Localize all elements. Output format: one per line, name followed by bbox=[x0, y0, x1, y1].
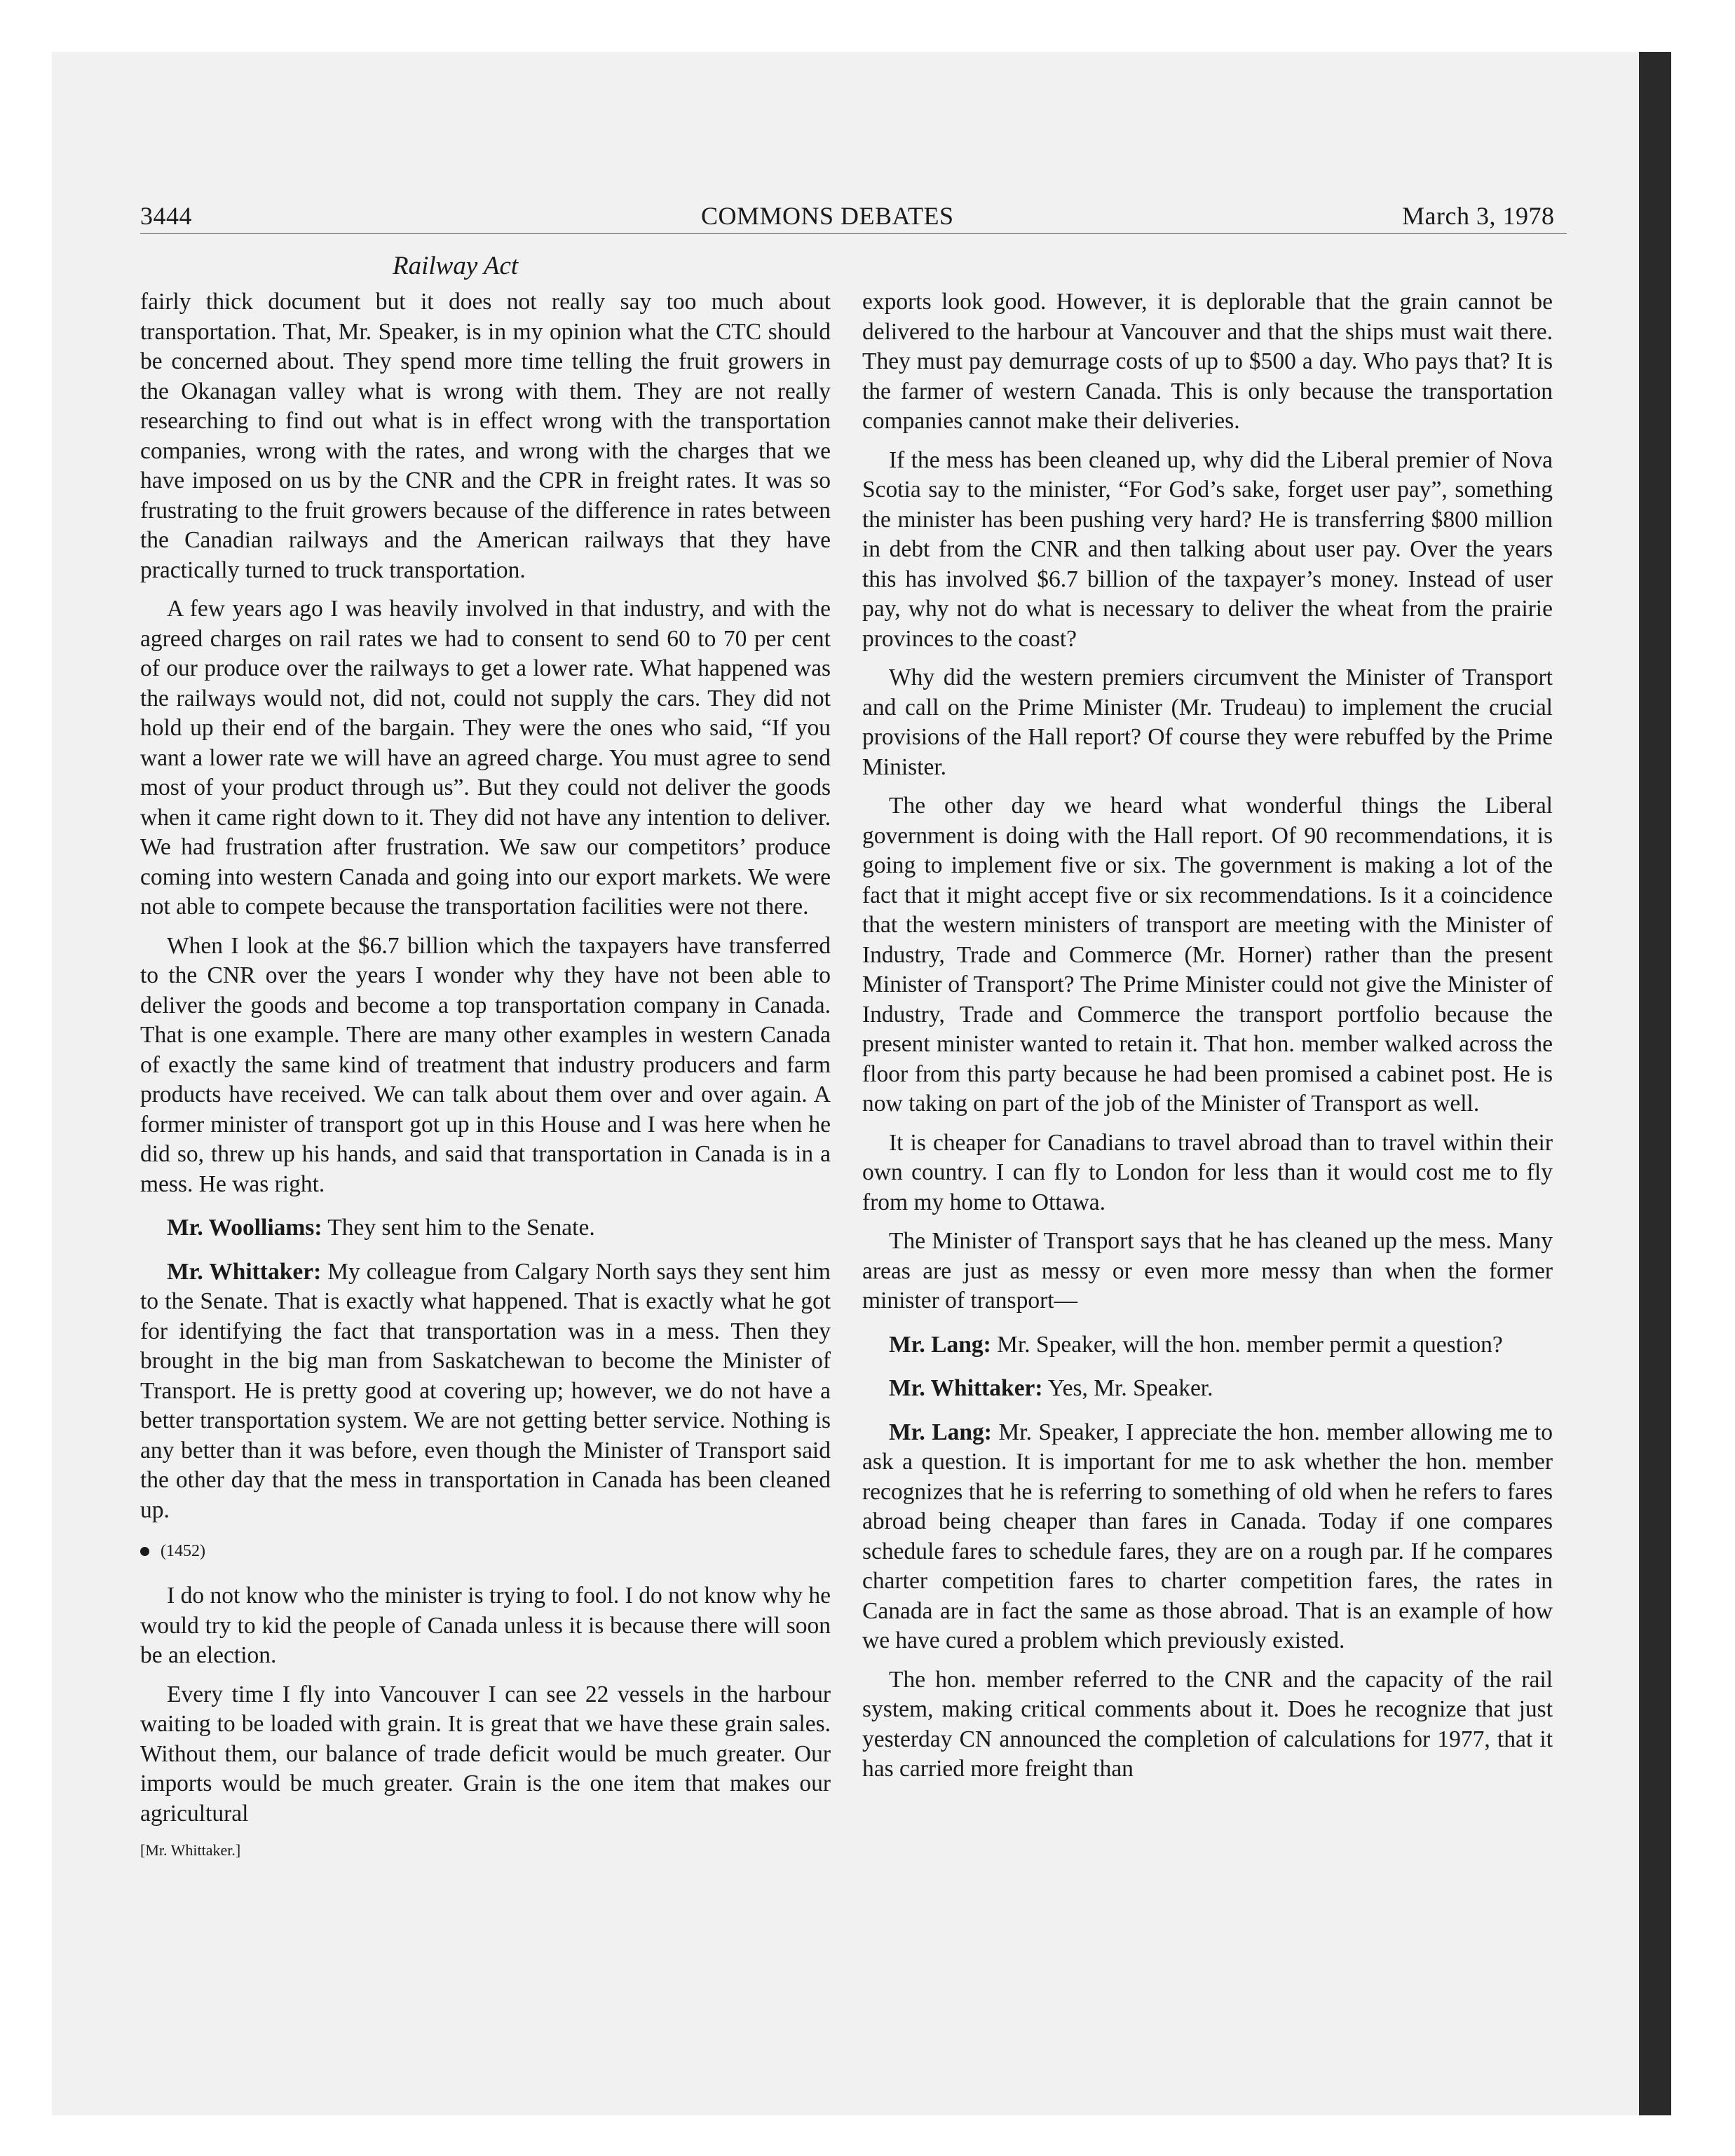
section-title: Railway Act bbox=[393, 252, 519, 280]
paragraph: The other day we heard what wonderful things the Liberal government is doing with the Hall report. Of 90 recommendations, it is going to implement five or six. The government is making a lot of the fact that it might accept five or six recommendations. Is it a coincidence that the western ministers of transport are meeting with the Minister of Industry, Trade and Commerce (Mr. Horner) rather than the present Minister of Transport? The Prime Minister could not give the Minister of Industry, Trade and Commerce the transport portfolio because the present minister wanted to retain it. That hon. member walked across the floor from this party because he had been promised a cabinet post. He is now taking on part of the job of the Minister of Transport as well. bbox=[862, 793, 1553, 1117]
speech-text: My colleague from Calgary North says they sent him to the Senate. That is exactly what happened. That is exactly what he got for identifying the fact that transportation was in a mess. Then they brought in the big man from Saskatchewan to become the Minister of Transport. He is pretty good at covering up; however, we do not have a better transportation system. We are not getting better service. Nothing is any better than it was before, even though the Minister of Transport said the other day that the mess in transportation in Canada has been cleaned up. bbox=[140, 1258, 831, 1523]
scan-dark-edge bbox=[1639, 52, 1671, 2115]
paragraph: Why did the western premiers circumvent the Minister of Transport and call on the Prime Minister (Mr. Trudeau) to implement the crucial provisions of the Hall report? Of course they were rebuffed by the Prime Minister. bbox=[862, 664, 1553, 780]
speaker-name: Mr. Lang: bbox=[889, 1331, 991, 1358]
page-number: 3444 bbox=[140, 202, 192, 230]
paragraph: The Minister of Transport says that he has cleaned up the mess. Many areas are just as messy or even more messy than when the former minister of transport— bbox=[862, 1228, 1553, 1314]
speaker-name: Mr. Whittaker: bbox=[889, 1375, 1043, 1401]
speech-text: They sent him to the Senate. bbox=[327, 1215, 595, 1241]
paragraph: The hon. member referred to the CNR and the capacity of the rail system, making critical comments about it. Does he recognize that just yesterday CN announced the completion of calculations for 1977, that it has carried more freight than bbox=[862, 1666, 1553, 1782]
speech-whittaker bbox=[140, 1257, 831, 1526]
speaker-name: Mr. Lang: bbox=[889, 1419, 992, 1445]
time-stamp: (1452) bbox=[161, 1542, 205, 1560]
speech-woolliams bbox=[140, 1213, 831, 1243]
paragraph: fairly thick document but it does not really say too much about transportation. That, Mr. Speaker, is in my opinion what the CTC should be concerned about. They spend more time telling the fruit growers in the Okanagan valley what is wrong with them. They are not really researching to find out what is in effect wrong with the transportation companies, wrong with the rates, and wrong with the charges that we have imposed on us by the CNR and the CPR in freight rates. It was so frustrating to the fruit growers because of the difference in rates between the Canadian railways and the American railways that they have practically turned to truck transportation. bbox=[140, 289, 831, 583]
speech-lang bbox=[862, 1418, 1553, 1656]
speech-text: Yes, Mr. Speaker. bbox=[1047, 1375, 1213, 1401]
journal-title: COMMONS DEBATES bbox=[701, 202, 954, 230]
speech-text: Mr. Speaker, I appreciate the hon. member allowing me to ask a question. It is important for me to ask whether the hon. member recognizes that he is referring to something of old when he refers to fares abroad being cheaper than fares in Canada. Today if one compares schedule fares to schedule fares, they are on a rough par. If he compares charter competition fares to charter competition fares, the rates in Canada are in fact the same as those abroad. That is an example of how we have cured a problem which previously existed. bbox=[862, 1419, 1553, 1653]
right-column bbox=[862, 287, 1553, 1794]
left-column bbox=[140, 287, 831, 1861]
speaker-attribution: [Mr. Whittaker.] bbox=[140, 1841, 241, 1859]
speech-whittaker bbox=[862, 1374, 1553, 1404]
paragraph: If the mess has been cleaned up, why did the Liberal premier of Nova Scotia say to the minister, “For God’s sake, forget user pay”, something the minister has been pushing very hard? He is transferring $800 million in debt from the CNR and then talking about user pay. Over the years this has involved $6.7 billion of the taxpayer’s money. Instead of user pay, why not do what is necessary to deliver the wheat from the prairie provinces to the coast? bbox=[862, 446, 1553, 652]
paragraph: When I look at the $6.7 billion which the taxpayers have transferred to the CNR over the years I wonder why they have not been able to deliver the goods and become a top transportation company in Canada. That is one example. There are many other examples in western Canada of exactly the same kind of treatment that industry producers and farm products have received. We can talk about them over and over again. A former minister of transport got up in this House and I was here when he did so, threw up his hands, and said that transportation in Canada is in a mess. He was right. bbox=[140, 932, 831, 1197]
bullet-icon bbox=[140, 1547, 149, 1556]
speaker-name: Mr. Whittaker: bbox=[167, 1258, 322, 1285]
paragraph: A few years ago I was heavily involved in that industry, and with the agreed charges on rail rates we had to consent to send 60 to 70 per cent of our produce over the railways to get a lower rate. What happened was the railways would not, did not, could not supply the cars. They did not hold up their end of the bargain. They were the ones who said, “If you want a lower rate we will have an agreed charge. You must agree to send most of your product through us”. But they could not deliver the goods when it came right down to it. They did not have any intention to deliver. We had frustration after frustration. We saw our competitors’ produce coming into western Canada and going into our export markets. We were not able to compete because the transportation facilities were not there. bbox=[140, 596, 831, 920]
page-date: March 3, 1978 bbox=[1402, 202, 1555, 230]
speaker-name: Mr. Woolliams: bbox=[167, 1215, 322, 1241]
paragraph: exports look good. However, it is deplorable that the grain cannot be delivered to the harbour at Vancouver and that the ships must wait there. They must pay demurrage costs of up to $500 a day. Who pays that? It is the farmer of western Canada. This is only because the transportation companies cannot make their deliveries. bbox=[862, 289, 1553, 434]
paragraph: Every time I fly into Vancouver I can see 22 vessels in the harbour waiting to be loaded with grain. It is great that we have these grain sales. Without them, our balance of trade deficit would be much greater. Our imports would be much greater. Grain is the one item that makes our agricultural bbox=[140, 1681, 831, 1827]
speech-lang bbox=[862, 1330, 1553, 1360]
speech-text: Mr. Speaker, will the hon. member permit a question? bbox=[997, 1331, 1503, 1358]
header-rule bbox=[140, 233, 1567, 234]
time-marker bbox=[140, 1541, 831, 1562]
paragraph: I do not know who the minister is trying to fool. I do not know why he would try to kid the people of Canada unless it is because there will soon be an election. bbox=[140, 1583, 831, 1668]
paragraph: It is cheaper for Canadians to travel abroad than to travel within their own country. I can fly to London for less than it would cost me to fly from my home to Ottawa. bbox=[862, 1129, 1553, 1215]
